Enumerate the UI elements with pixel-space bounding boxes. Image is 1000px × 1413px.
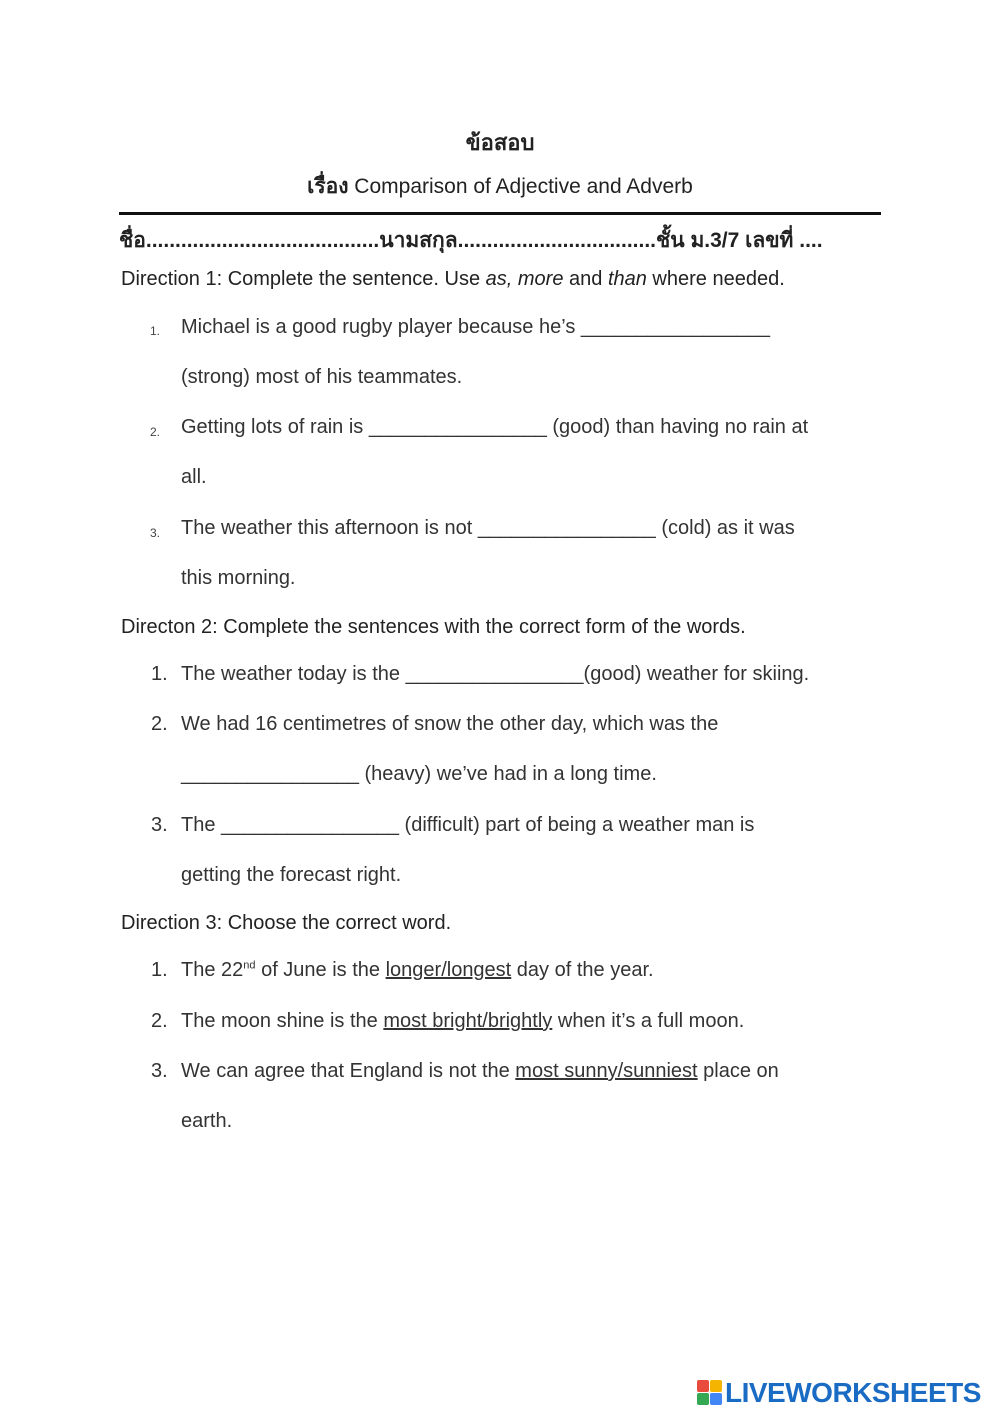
subtitle-prefix: เรื่อง (307, 175, 349, 198)
direction-1-keyword: than (607, 268, 647, 290)
student-info-line: ชื่อ........................................นามสกุล..................................ชั้น ม.3/7 เลขที่ .... (119, 229, 823, 252)
question-fragment: place on (697, 1060, 779, 1082)
direction-2-heading: Directon 2: Complete the sentences with the correct form of the words. (121, 616, 746, 638)
question-number: 2. (150, 425, 161, 439)
question-text: Michael is a good rugby player because he’s _________________ (181, 316, 770, 338)
direction-1-keyword: as, more (485, 268, 564, 290)
question-text: (strong) most of his teammates. (181, 366, 463, 388)
question-text: all. (181, 466, 207, 488)
question-text: Getting lots of rain is ________________ (good) than having no rain at (181, 416, 809, 438)
header-divider (119, 212, 881, 215)
logo-text: LIVEWORKSHEETS (725, 1377, 981, 1408)
direction-1-heading (121, 268, 785, 291)
subtitle-text: Comparison of Adjective and Adverb (348, 175, 693, 198)
question-number: 3. (150, 526, 161, 540)
question-number: 1. (151, 663, 168, 685)
page-subtitle (0, 170, 1000, 203)
ordinal-suffix: nd (243, 959, 256, 972)
liveworksheets-logo (697, 1378, 981, 1408)
question-number: 2. (151, 713, 168, 735)
direction-1-text: where needed. (646, 268, 785, 290)
page-title: ข้อสอบ (465, 130, 535, 155)
question-text: getting the forecast right. (181, 864, 402, 886)
question-fragment: day of the year. (511, 959, 654, 981)
question-text: The weather this afternoon is not ________________ (cold) as it was (181, 517, 795, 539)
question-fragment: when it’s a full moon. (552, 1010, 745, 1032)
question-fragment: The moon shine is the (181, 1010, 384, 1032)
word-choice[interactable]: most sunny/sunniest (515, 1060, 698, 1082)
direction-1-text: Direction 1: Complete the sentence. Use (121, 268, 486, 290)
question-number: 1. (151, 959, 168, 981)
question-text (181, 1010, 744, 1033)
question-text: ________________ (heavy) we’ve had in a long time. (181, 763, 657, 785)
question-number: 3. (151, 814, 168, 836)
question-text: earth. (181, 1110, 233, 1132)
question-text: We had 16 centimetres of snow the other day, which was the (181, 713, 719, 735)
question-text: this morning. (181, 567, 296, 589)
question-fragment: We can agree that England is not the (181, 1060, 516, 1082)
question-text (181, 959, 654, 982)
question-fragment: The 22 (181, 959, 244, 981)
question-fragment: of June is the (255, 959, 386, 981)
word-choice[interactable]: longer/longest (385, 959, 512, 981)
logo-mark-icon (697, 1380, 723, 1406)
direction-3-heading: Direction 3: Choose the correct word. (121, 912, 452, 934)
question-text (181, 1060, 779, 1083)
question-text: The weather today is the ________________(good) weather for skiing. (181, 663, 810, 685)
direction-1-text: and (563, 268, 608, 290)
question-text: The ________________ (difficult) part of being a weather man is (181, 814, 755, 836)
question-number: 1. (150, 324, 161, 338)
question-number: 2. (151, 1010, 168, 1032)
question-number: 3. (151, 1060, 168, 1082)
word-choice[interactable]: most bright/brightly (383, 1010, 553, 1032)
